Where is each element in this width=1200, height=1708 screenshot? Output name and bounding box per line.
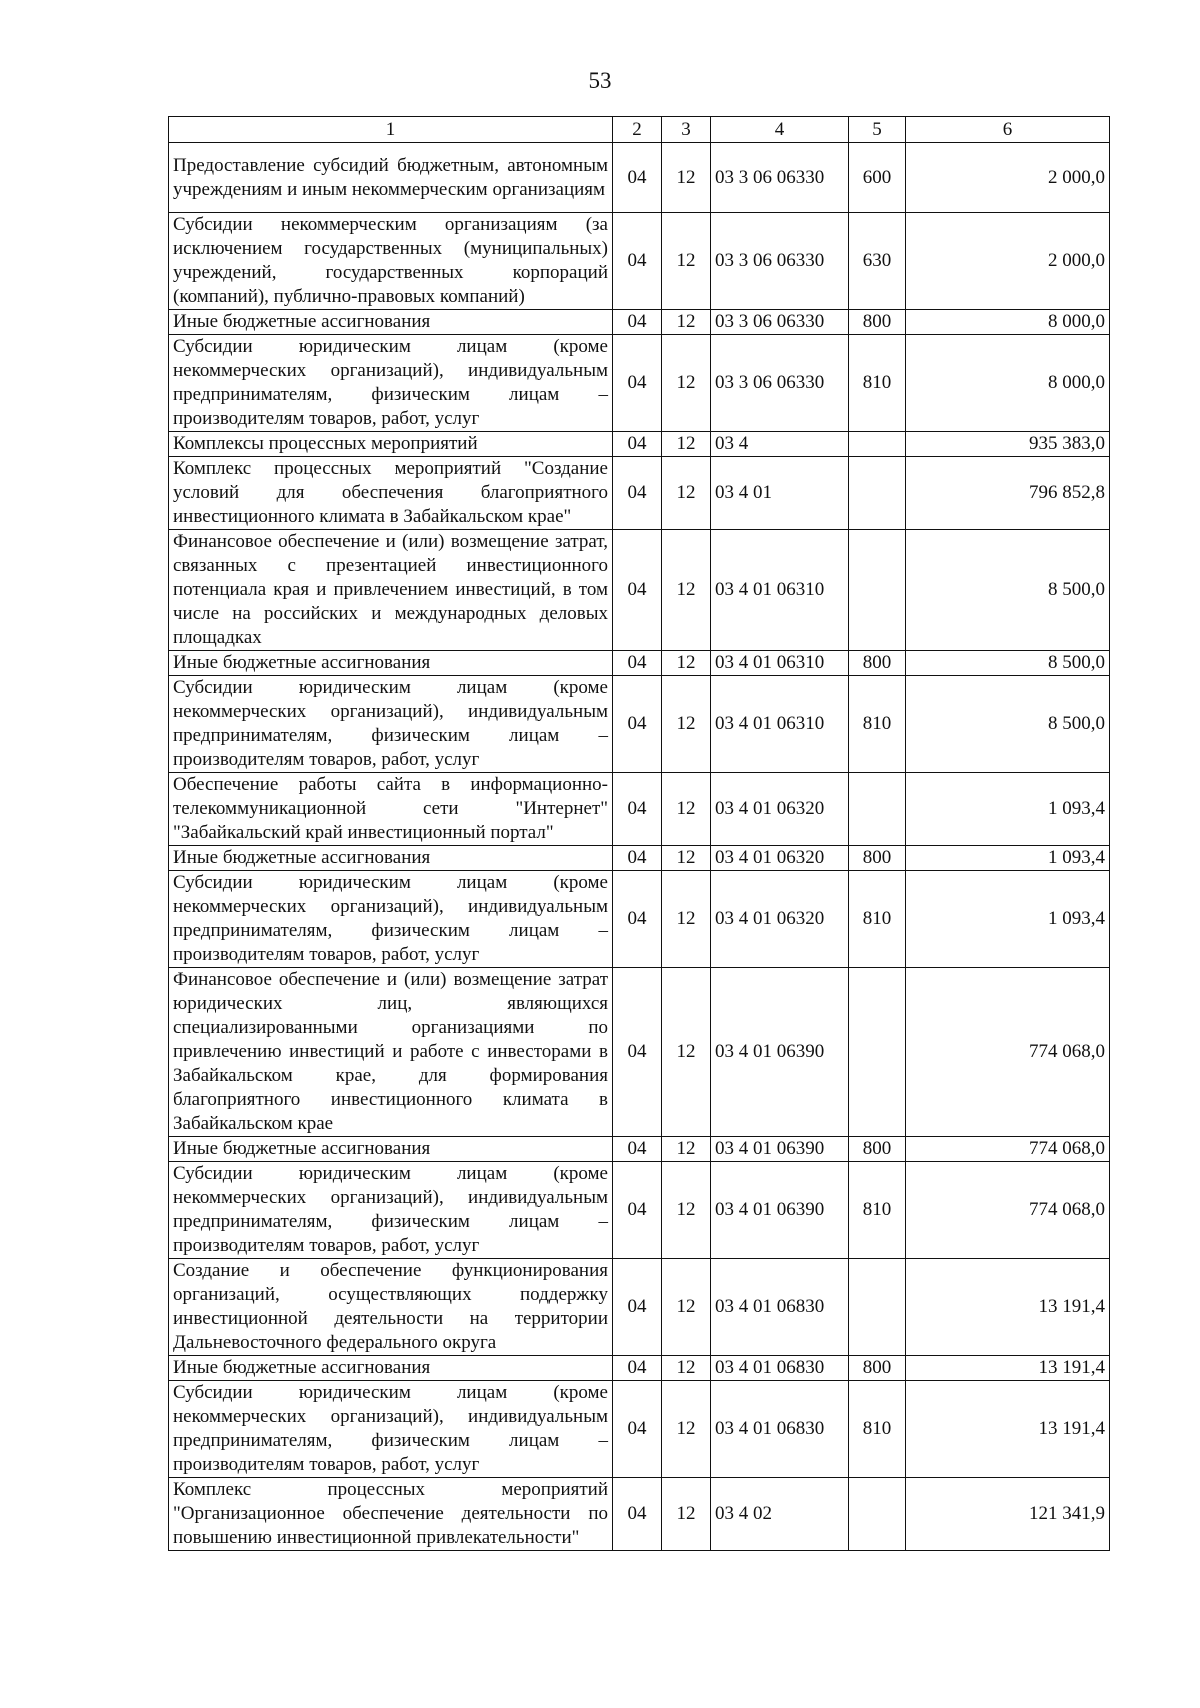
subsection-code: 12 [662, 846, 711, 871]
table-row [169, 1478, 1110, 1551]
section-code: 04 [613, 310, 662, 335]
section-code: 04 [613, 530, 662, 651]
table-row [169, 432, 1110, 457]
amount: 774 068,0 [906, 1162, 1110, 1259]
expense-type-code: 800 [849, 846, 906, 871]
amount: 2 000,0 [906, 143, 1110, 213]
table-row [169, 651, 1110, 676]
column-header: 5 [849, 117, 906, 143]
expense-type-code: 800 [849, 310, 906, 335]
expense-type-code [849, 457, 906, 530]
section-code: 04 [613, 143, 662, 213]
expense-type-code: 810 [849, 335, 906, 432]
target-article-code: 03 4 01 06390 [711, 1162, 849, 1259]
subsection-code: 12 [662, 1356, 711, 1381]
section-code: 04 [613, 1381, 662, 1478]
subsection-code: 12 [662, 1259, 711, 1356]
amount: 935 383,0 [906, 432, 1110, 457]
section-code: 04 [613, 1137, 662, 1162]
amount: 774 068,0 [906, 968, 1110, 1137]
table-row [169, 1162, 1110, 1259]
table-row [169, 871, 1110, 968]
column-header: 1 [169, 117, 613, 143]
row-description: Комплекс процессных мероприятий "Создание условий для обеспечения благоприятного инвестиционного климата в Забайкальском крае" [169, 457, 613, 530]
amount: 13 191,4 [906, 1381, 1110, 1478]
expense-type-code [849, 432, 906, 457]
expense-type-code [849, 1478, 906, 1551]
amount: 121 341,9 [906, 1478, 1110, 1551]
table-row [169, 773, 1110, 846]
row-description: Иные бюджетные ассигнования [169, 651, 613, 676]
row-description: Субсидии юридическим лицам (кроме некоммерческих организаций), индивидуальным предпринимателям, физическим лицам – производителям товаров, работ, услуг [169, 1162, 613, 1259]
target-article-code: 03 3 06 06330 [711, 143, 849, 213]
amount: 1 093,4 [906, 871, 1110, 968]
expense-type-code: 800 [849, 1137, 906, 1162]
target-article-code: 03 4 01 06830 [711, 1381, 849, 1478]
section-code: 04 [613, 871, 662, 968]
section-code: 04 [613, 457, 662, 530]
subsection-code: 12 [662, 457, 711, 530]
target-article-code: 03 3 06 06330 [711, 335, 849, 432]
row-description: Субсидии юридическим лицам (кроме некоммерческих организаций), индивидуальным предпринимателям, физическим лицам – производителям товаров, работ, услуг [169, 871, 613, 968]
amount: 8 000,0 [906, 335, 1110, 432]
section-code: 04 [613, 773, 662, 846]
row-description: Субсидии некоммерческим организациям (за исключением государственных (муниципальных) учреждений, государственных корпораций (компаний), публично-правовых компаний) [169, 213, 613, 310]
expense-type-code: 810 [849, 1381, 906, 1478]
column-header: 6 [906, 117, 1110, 143]
table-row [169, 1137, 1110, 1162]
row-description: Комплексы процессных мероприятий [169, 432, 613, 457]
amount: 8 500,0 [906, 676, 1110, 773]
table-row [169, 1259, 1110, 1356]
table-header-row [169, 117, 1110, 143]
amount: 13 191,4 [906, 1259, 1110, 1356]
target-article-code: 03 4 [711, 432, 849, 457]
row-description: Создание и обеспечение функционирования организаций, осуществляющих поддержку инвестиционной деятельности на территории Дальневосточного федерального округа [169, 1259, 613, 1356]
section-code: 04 [613, 1259, 662, 1356]
table-row [169, 530, 1110, 651]
section-code: 04 [613, 213, 662, 310]
target-article-code: 03 4 01 06320 [711, 773, 849, 846]
row-description: Финансовое обеспечение и (или) возмещение затрат, связанных с презентацией инвестиционного потенциала края и привлечением инвестиций, в том числе на российских и международных деловых площадках [169, 530, 613, 651]
subsection-code: 12 [662, 1381, 711, 1478]
subsection-code: 12 [662, 530, 711, 651]
amount: 13 191,4 [906, 1356, 1110, 1381]
expense-type-code [849, 1259, 906, 1356]
subsection-code: 12 [662, 968, 711, 1137]
amount: 8 000,0 [906, 310, 1110, 335]
target-article-code: 03 4 01 [711, 457, 849, 530]
section-code: 04 [613, 1162, 662, 1259]
row-description: Иные бюджетные ассигнования [169, 1137, 613, 1162]
expense-type-code: 810 [849, 871, 906, 968]
table-row [169, 676, 1110, 773]
section-code: 04 [613, 1478, 662, 1551]
table-row [169, 846, 1110, 871]
target-article-code: 03 4 01 06320 [711, 871, 849, 968]
subsection-code: 12 [662, 1137, 711, 1162]
target-article-code: 03 3 06 06330 [711, 213, 849, 310]
target-article-code: 03 4 01 06320 [711, 846, 849, 871]
expense-type-code: 600 [849, 143, 906, 213]
subsection-code: 12 [662, 871, 711, 968]
expense-type-code: 810 [849, 676, 906, 773]
target-article-code: 03 4 01 06830 [711, 1356, 849, 1381]
table-row [169, 213, 1110, 310]
section-code: 04 [613, 846, 662, 871]
subsection-code: 12 [662, 143, 711, 213]
target-article-code: 03 4 01 06830 [711, 1259, 849, 1356]
table-row [169, 457, 1110, 530]
table-row [169, 968, 1110, 1137]
target-article-code: 03 3 06 06330 [711, 310, 849, 335]
table-row [169, 310, 1110, 335]
row-description: Финансовое обеспечение и (или) возмещение затрат юридических лиц, являющихся специализированными организациями по привлечению инвестиций и работе с инвесторами в Забайкальском крае, для формирования благоприятного инвестиционного климата в Забайкальском крае [169, 968, 613, 1137]
subsection-code: 12 [662, 432, 711, 457]
row-description: Субсидии юридическим лицам (кроме некоммерческих организаций), индивидуальным предпринимателям, физическим лицам – производителям товаров, работ, услуг [169, 676, 613, 773]
amount: 1 093,4 [906, 773, 1110, 846]
subsection-code: 12 [662, 651, 711, 676]
target-article-code: 03 4 01 06310 [711, 651, 849, 676]
page-number: 53 [588, 68, 612, 93]
target-article-code: 03 4 02 [711, 1478, 849, 1551]
amount: 8 500,0 [906, 530, 1110, 651]
subsection-code: 12 [662, 1478, 711, 1551]
row-description: Субсидии юридическим лицам (кроме некоммерческих организаций), индивидуальным предпринимателям, физическим лицам – производителям товаров, работ, услуг [169, 335, 613, 432]
table-row [169, 143, 1110, 213]
amount: 774 068,0 [906, 1137, 1110, 1162]
amount: 796 852,8 [906, 457, 1110, 530]
row-description: Комплекс процессных мероприятий "Организационное обеспечение деятельности по повышению инвестиционной привлекательности" [169, 1478, 613, 1551]
subsection-code: 12 [662, 213, 711, 310]
target-article-code: 03 4 01 06390 [711, 968, 849, 1137]
section-code: 04 [613, 676, 662, 773]
section-code: 04 [613, 968, 662, 1137]
subsection-code: 12 [662, 1162, 711, 1259]
row-description: Иные бюджетные ассигнования [169, 310, 613, 335]
section-code: 04 [613, 432, 662, 457]
row-description: Иные бюджетные ассигнования [169, 1356, 613, 1381]
subsection-code: 12 [662, 335, 711, 432]
amount: 1 093,4 [906, 846, 1110, 871]
expense-type-code: 800 [849, 1356, 906, 1381]
expense-type-code [849, 968, 906, 1137]
target-article-code: 03 4 01 06310 [711, 530, 849, 651]
table-row [169, 335, 1110, 432]
column-header: 2 [613, 117, 662, 143]
subsection-code: 12 [662, 773, 711, 846]
table-row [169, 1356, 1110, 1381]
expense-type-code: 810 [849, 1162, 906, 1259]
target-article-code: 03 4 01 06310 [711, 676, 849, 773]
section-code: 04 [613, 1356, 662, 1381]
target-article-code: 03 4 01 06390 [711, 1137, 849, 1162]
subsection-code: 12 [662, 676, 711, 773]
section-code: 04 [613, 335, 662, 432]
expense-type-code [849, 773, 906, 846]
column-header: 3 [662, 117, 711, 143]
row-description: Предоставление субсидий бюджетным, автономным учреждениям и иным некоммерческим организациям [169, 143, 613, 213]
amount: 8 500,0 [906, 651, 1110, 676]
budget-table [168, 116, 1110, 1551]
row-description: Субсидии юридическим лицам (кроме некоммерческих организаций), индивидуальным предпринимателям, физическим лицам – производителям товаров, работ, услуг [169, 1381, 613, 1478]
expense-type-code: 800 [849, 651, 906, 676]
table-row [169, 1381, 1110, 1478]
row-description: Иные бюджетные ассигнования [169, 846, 613, 871]
column-header: 4 [711, 117, 849, 143]
expense-type-code [849, 530, 906, 651]
section-code: 04 [613, 651, 662, 676]
row-description: Обеспечение работы сайта в информационно-телекоммуникационной сети "Интернет" "Забайкальский край инвестиционный портал" [169, 773, 613, 846]
amount: 2 000,0 [906, 213, 1110, 310]
expense-type-code: 630 [849, 213, 906, 310]
subsection-code: 12 [662, 310, 711, 335]
